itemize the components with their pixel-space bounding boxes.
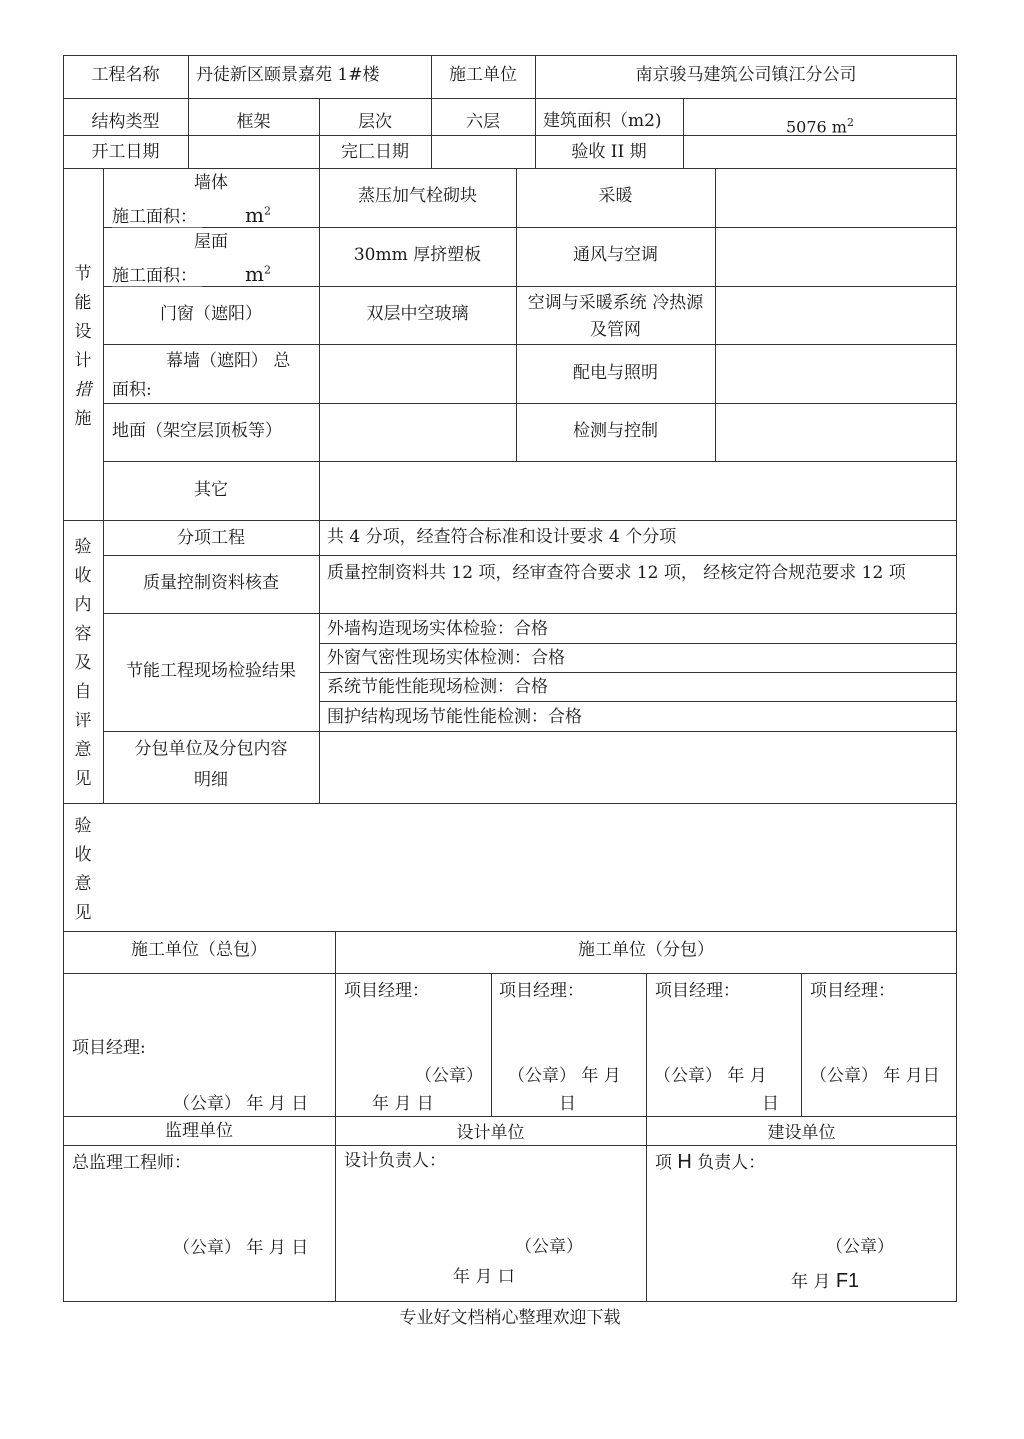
power-lighting-label: 配电与照明: [573, 363, 658, 383]
site-test-row: 外墙构造现场实体检验：合格: [327, 619, 548, 639]
rule: [103, 461, 957, 462]
qc-docs-label: 质量控制资料核查: [143, 573, 279, 593]
rule: [103, 555, 957, 556]
rule: [335, 931, 336, 1302]
qc-docs-value: 质量控制资料共 12 项，经审查符合要求 12 项， 经核定符合规范要求 12 项: [327, 563, 906, 583]
sub4-seal-date: （公章） 年 月日: [810, 1066, 940, 1086]
window-material: 双层中空玻璃: [366, 304, 469, 324]
wall-area-label: 施工面积：: [112, 207, 197, 227]
design-measures-side-label: 节 能 设 计 措 施: [74, 264, 92, 429]
sub-items-value: 共 4 分项，经查符合标准和设计要求 4 个分项: [327, 527, 677, 547]
project-name-value: 丹徒新区颐景嘉苑 1#楼: [196, 65, 380, 85]
rule: [319, 672, 957, 673]
design-label: 设计单位: [456, 1123, 525, 1143]
site-test-row: 围护结构现场节能性能检测：合格: [327, 707, 582, 727]
rule: [516, 168, 517, 461]
rule: [431, 98, 432, 168]
wall-title: 墙体: [194, 173, 228, 193]
rule: [103, 731, 957, 732]
gc-pm-label: 项目经理:: [72, 1038, 146, 1058]
building-area-label: 建筑面积（m2): [543, 111, 662, 131]
curtain-wall-label-line1: 幕墙（遮阳） 总: [166, 351, 291, 371]
roof-area-underline: [112, 286, 202, 287]
heating-label: 采暖: [598, 186, 633, 206]
supervision-label: 监理单位: [165, 1121, 233, 1141]
roof-area-label: 施工面积：: [112, 266, 197, 286]
rule: [319, 701, 957, 702]
rule: [319, 643, 957, 644]
subcontract-label-line2: 明细: [194, 770, 228, 790]
rule: [63, 98, 957, 99]
rule: [63, 1145, 957, 1146]
wall-area-unit: $m^2$: [245, 203, 271, 227]
hvac-label-line2: 及管网: [590, 320, 641, 340]
sub1-pm-label: 项目经理：: [344, 981, 429, 1001]
sub-items-label: 分项工程: [177, 528, 245, 548]
rule: [63, 520, 957, 521]
sub3-pm-label: 项目经理：: [655, 981, 740, 1001]
chief-supervisor-label: 总监理工程师：: [72, 1153, 191, 1173]
acceptance-date-label: 验收 II 期: [571, 142, 647, 162]
design-date: 年 月 口: [453, 1267, 515, 1287]
start-date-label: 开工日期: [91, 142, 160, 162]
ventilation-label: 通风与空调: [573, 245, 658, 265]
rule: [63, 168, 957, 169]
acceptance-side-label: 验 收 内 容 及 自 评 意 见: [74, 537, 92, 789]
rule: [63, 803, 957, 804]
project-name-label: 工程名称: [91, 65, 160, 85]
rule: [103, 613, 957, 614]
design-lead-label: 设计负责人：: [344, 1151, 446, 1171]
sub1-seal: （公章）: [415, 1066, 483, 1086]
other-label: 其它: [194, 480, 228, 500]
rule: [63, 1116, 957, 1117]
sub1-date: 年 月 日: [372, 1094, 434, 1114]
contractor-value: 南京骏马建筑公司镇江分公司: [635, 65, 857, 85]
wall-material: 蒸压加气栓砌块: [358, 186, 477, 206]
floors-label: 层次: [358, 112, 392, 132]
design-seal: （公章）: [515, 1237, 583, 1257]
rule: [103, 286, 957, 287]
subcontract-label-line1: 分包单位及分包内容: [134, 739, 288, 759]
owner-label: 建设单位: [767, 1123, 836, 1143]
rule: [103, 403, 957, 404]
roof-title: 屋面: [194, 232, 228, 252]
ground-label: 地面（架空层顶板等）: [112, 421, 282, 441]
sub2-pm-label: 项目经理：: [499, 981, 584, 1001]
site-test-row: 系统节能性能现场检测：合格: [327, 677, 548, 697]
owner-seal: （公章）: [826, 1237, 894, 1257]
sub4-pm-label: 项目经理：: [810, 981, 895, 1001]
sub2-seal-date: （公章） 年 月: [508, 1066, 621, 1086]
owner-date: 年 月 F1: [791, 1270, 860, 1292]
window-label: 门窗（遮阳）: [160, 304, 262, 324]
roof-area-unit: $m^2$: [245, 262, 271, 286]
contractor-label: 施工单位: [449, 65, 517, 85]
rule: [63, 931, 957, 932]
footer-text: 专业好文档梢心整理欢迎下载: [399, 1308, 621, 1328]
site-test-row: 外窗气密性现场实体检测：合格: [327, 648, 565, 668]
site-test-label: 节能工程现场检验结果: [126, 661, 296, 681]
sub3-day: 日: [762, 1094, 779, 1114]
floors-value: 六层: [466, 112, 500, 132]
gc-seal-date: （公章） 年 月 日: [173, 1094, 309, 1114]
general-contractor-label: 施工单位（总包）: [131, 940, 267, 960]
wall-area-underline: [112, 227, 202, 228]
rule: [63, 973, 957, 974]
owner-lead-label: 项 H 负责人：: [655, 1151, 766, 1173]
completion-date-label: 完匚日期: [341, 142, 409, 162]
monitoring-label: 检测与控制: [573, 421, 658, 441]
curtain-wall-label-line2: 面积:: [112, 380, 152, 400]
rule: [491, 973, 492, 1116]
hvac-label-line1: 空调与采暖系统 冷热源: [527, 293, 704, 313]
sub3-seal-date: （公章） 年 月: [654, 1066, 767, 1086]
rule: [715, 168, 716, 461]
supervision-seal-date: （公章） 年 月 日: [173, 1238, 309, 1258]
rule: [188, 55, 189, 168]
roof-material: 30mm 厚挤塑板: [353, 245, 482, 265]
rule: [103, 344, 957, 345]
rule: [801, 973, 802, 1116]
rule: [103, 227, 957, 228]
opinion-side-label: 验 收 意 见: [74, 816, 92, 923]
energy-acceptance-form: [63, 55, 957, 1302]
structure-type-label: 结构类型: [91, 112, 160, 132]
sub2-day: 日: [559, 1094, 576, 1114]
subcontractor-label: 施工单位（分包）: [578, 940, 714, 960]
building-area-value: 5076 $m^2$: [786, 116, 854, 137]
structure-type-value: 框架: [236, 112, 271, 132]
